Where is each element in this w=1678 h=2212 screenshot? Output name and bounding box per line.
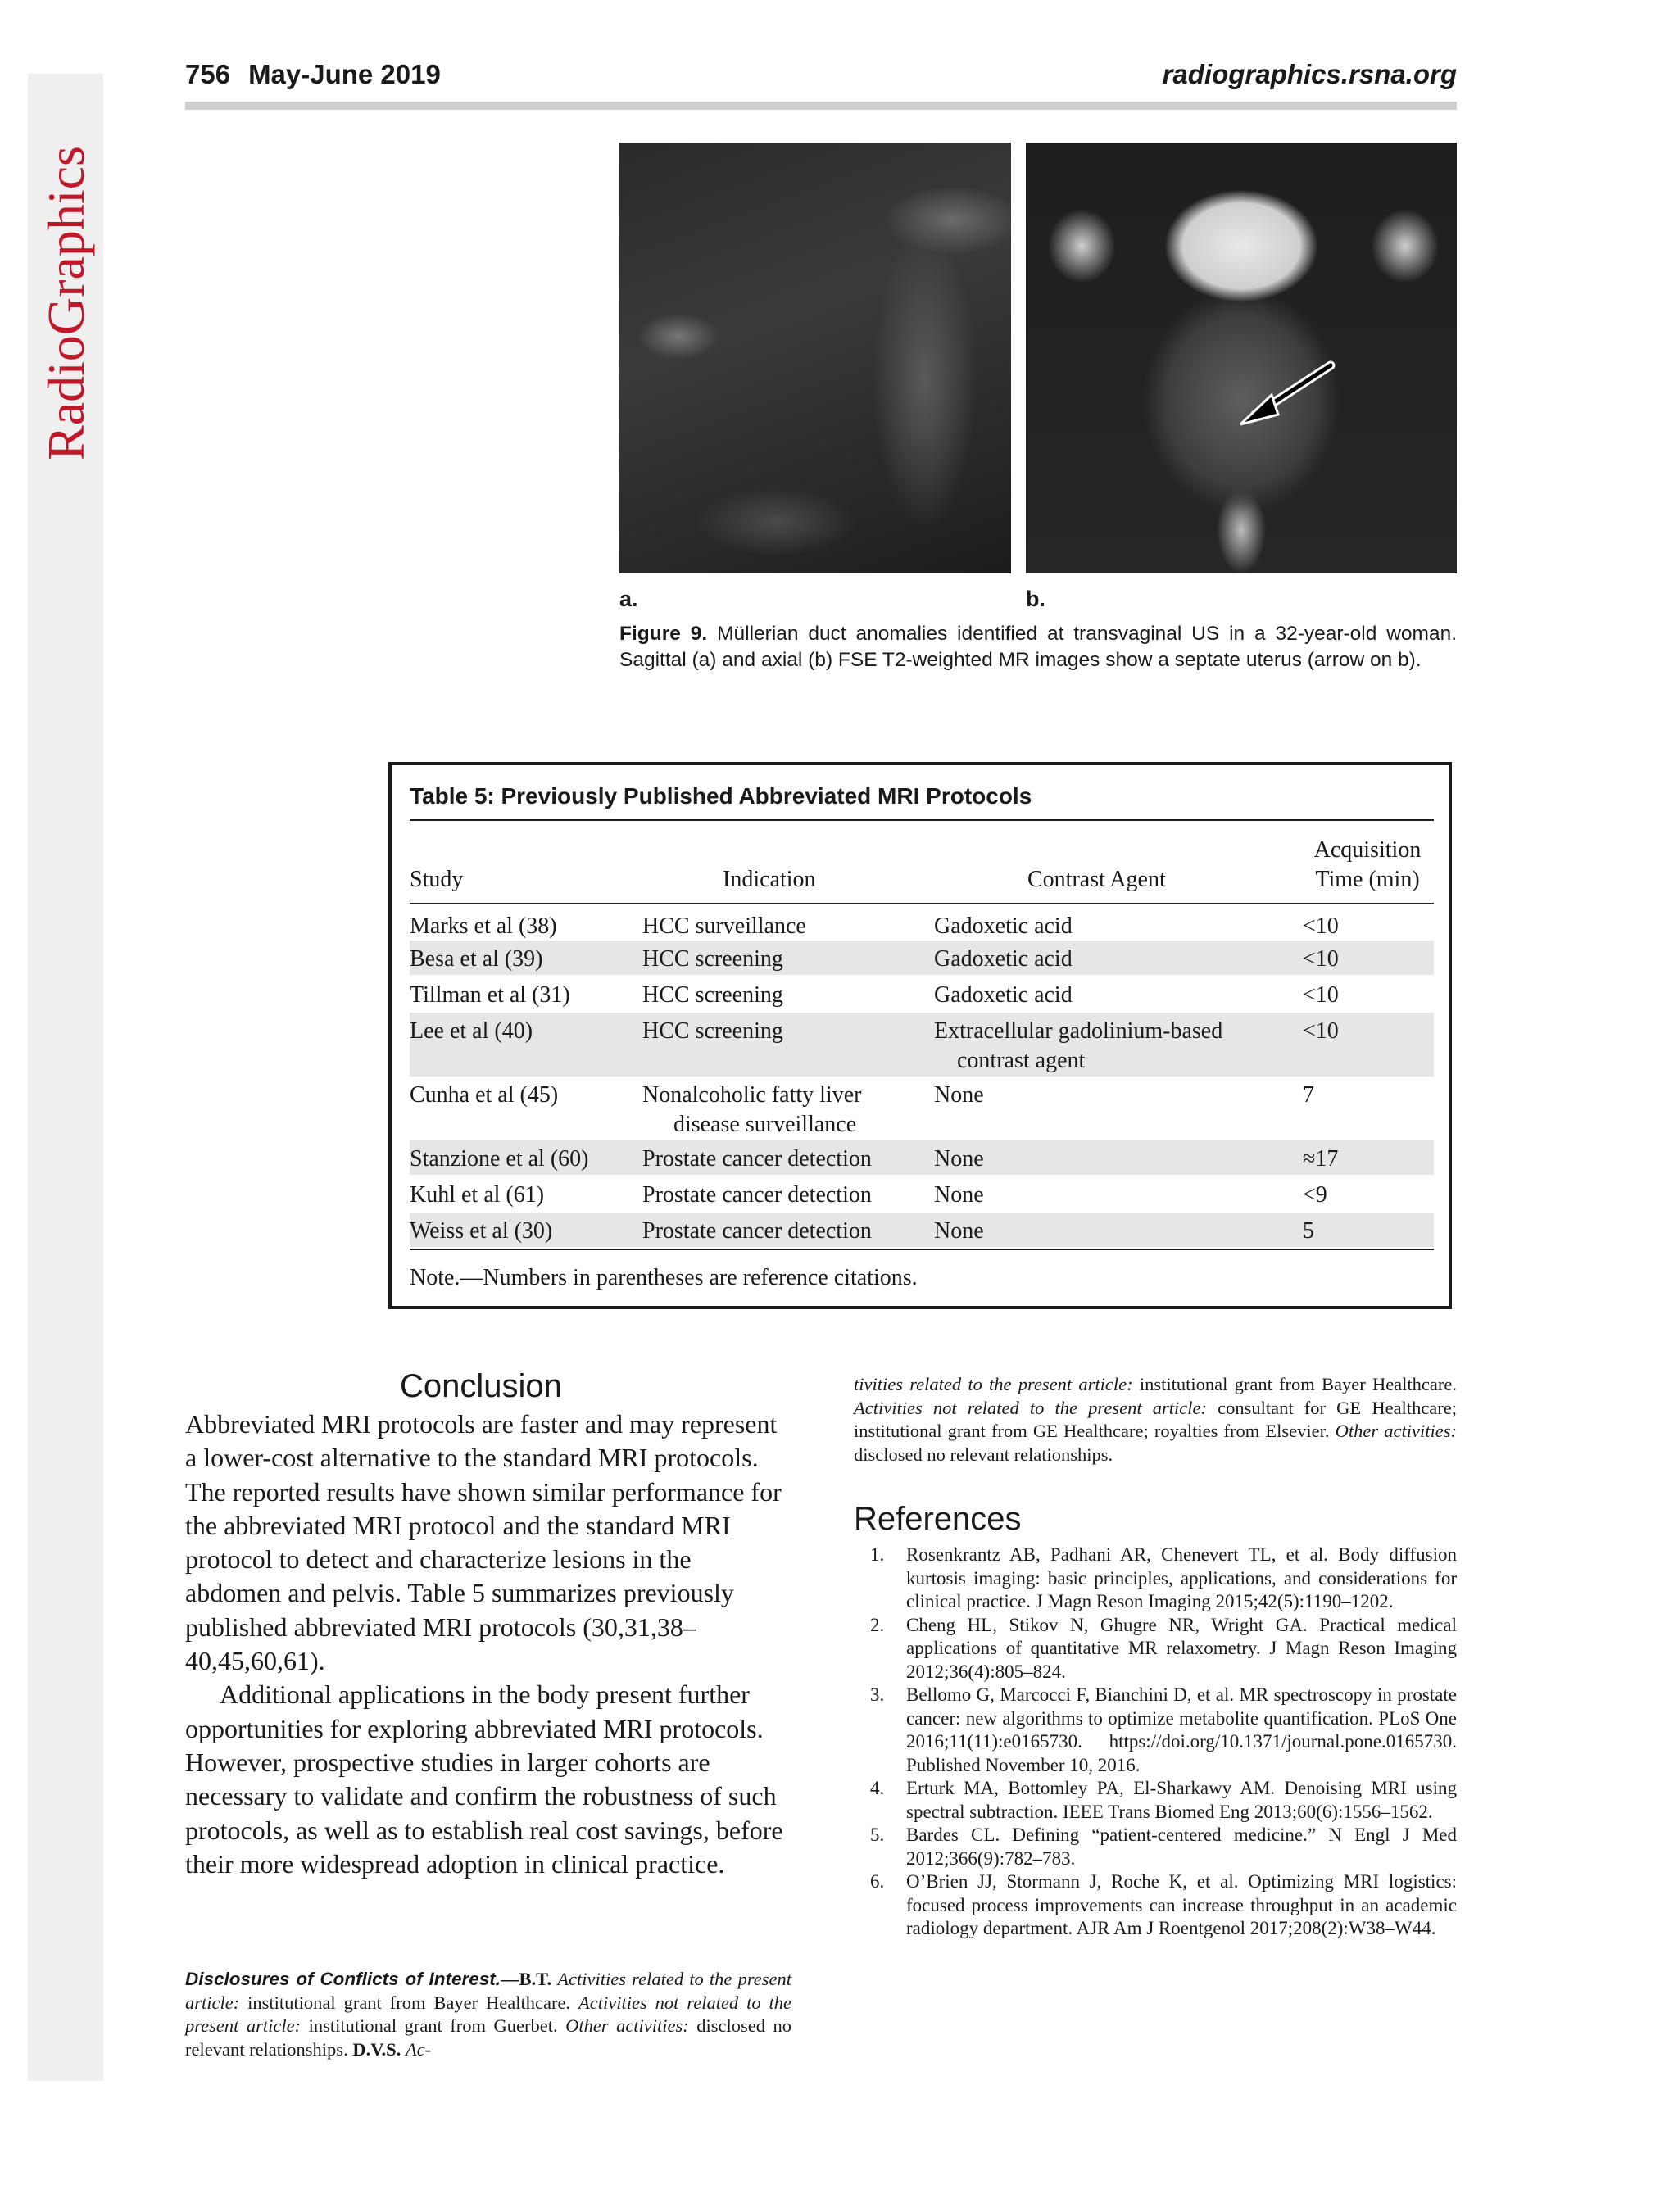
references-heading: References	[854, 1501, 1022, 1537]
cell-contrast: None	[934, 1218, 984, 1244]
page-number: 756	[185, 59, 231, 89]
cell-indication-cont: disease surveillance	[673, 1112, 857, 1137]
table-row	[410, 977, 1434, 1013]
cell-study: Kuhl et al (61)	[410, 1182, 545, 1208]
col-header-time-line1: Acquisition	[1313, 837, 1422, 863]
conclusion-paragraph-1: Abbreviated MRI protocols are faster and may represent a lower-cost alternative to the standard MRI protocols. The reported results have shown similar performance for the abbreviated MRI protocol and the standard MRI protocol to detect and characterize lesions in the abdomen and pelvis. Table 5 summarizes previously published abbreviated MRI protocols (30,31,38–40,45,60,61).	[185, 1409, 782, 1676]
disclosure-label: Activities not related to the present article:	[854, 1397, 1207, 1418]
cell-contrast: None	[934, 1082, 984, 1108]
cell-time: 5	[1303, 1218, 1314, 1244]
table-row	[410, 941, 1434, 975]
figure-caption-text: Müllerian duct anomalies identified at transvaginal US in a 32-year-old woman. Sagittal (a) and axial (b) FSE T2-weighted MR images show a septate uterus (arrow on b).	[619, 623, 1457, 671]
reference-item	[854, 1824, 1457, 1870]
reference-item	[854, 1777, 1457, 1824]
figure-caption-label: Figure 9.	[619, 623, 708, 645]
cell-study: Cunha et al (45)	[410, 1082, 559, 1108]
cell-time: <10	[1303, 913, 1339, 939]
reference-number: 5.	[870, 1824, 885, 1845]
cell-time: <10	[1303, 1018, 1339, 1044]
cell-indication: HCC surveillance	[642, 913, 806, 939]
panel-b-label: b.	[1026, 587, 1045, 611]
conclusion-heading: Conclusion	[400, 1368, 562, 1404]
reference-item	[854, 1543, 1457, 1614]
table-5	[388, 762, 1452, 1309]
septum-arrow-icon	[1026, 143, 1457, 573]
reference-text: Rosenkrantz AB, Padhani AR, Chenevert TL, et al. Body diffusion kurtosis imaging: basic principles, applications, and considerations for clinical practice. J Magn Reson Imaging 2015;42(5):1190–1202.	[906, 1544, 1457, 1611]
cell-contrast: Gadoxetic acid	[934, 913, 1073, 939]
table-row	[410, 1213, 1434, 1247]
figure-9b-axial-mri	[1026, 143, 1457, 573]
table-header-rule	[410, 903, 1434, 904]
cell-contrast: Extracellular gadolinium-based	[934, 1018, 1223, 1044]
cell-time: <10	[1303, 982, 1339, 1008]
table-row	[410, 1013, 1434, 1077]
header-rule	[185, 102, 1457, 110]
conclusion-body	[185, 1407, 791, 1881]
cell-study: Lee et al (40)	[410, 1018, 533, 1044]
reference-number: 6.	[870, 1871, 885, 1892]
table-bottom-rule	[410, 1249, 1434, 1250]
reference-text: Cheng HL, Stikov N, Ghugre NR, Wright GA. Practical medical applications of quantitative MR relaxometry. J Magn Reson Imaging 2012;36(4):805–824.	[906, 1614, 1457, 1682]
reference-text: O’Brien JJ, Stormann J, Roche K, et al. Optimizing MRI logistics: focused process improvements can increase throughput in an academic radiology department. AJR Am J Roentgenol 2017;208(2):W38–W44.	[906, 1871, 1457, 1938]
table-note: Note.—Numbers in parentheses are reference citations.	[410, 1265, 918, 1290]
references-list	[854, 1543, 1457, 1941]
reference-text: Bardes CL. Defining “patient-centered medicine.” N Engl J Med 2012;366(9):782–783.	[906, 1824, 1457, 1869]
disclosure-label: Ac-	[405, 2038, 432, 2060]
disclosure-text: consultant for GE Healthcare; institutional grant from GE Healthcare; royalties from Elsevier.	[854, 1397, 1458, 1441]
reference-number: 1.	[870, 1544, 885, 1565]
cell-indication: Prostate cancer detection	[642, 1182, 872, 1208]
running-header-left	[185, 59, 441, 90]
disclosure-label: Other activities:	[565, 2015, 689, 2036]
cell-study: Weiss et al (30)	[410, 1218, 553, 1244]
disclosure-text: institutional grant from Guerbet.	[308, 2015, 558, 2036]
disclosure-label: Other activities:	[1335, 1421, 1458, 1441]
cell-study: Besa et al (39)	[410, 946, 543, 972]
table-row	[410, 1176, 1434, 1213]
reference-number: 4.	[870, 1778, 885, 1798]
table-top-rule	[410, 819, 1434, 821]
cell-study: Marks et al (38)	[410, 913, 557, 939]
cell-time: 7	[1303, 1082, 1314, 1108]
reference-text: Bellomo G, Marcocci F, Bianchini D, et al. MR spectroscopy in prostate cancer: new algorithms to optimize metabolite quantification. PLoS One 2016;11(11):e0165730. https://doi.org/10.1371/journal.pone.0165730. Published November 10, 2016.	[906, 1684, 1457, 1775]
conclusion-paragraph-2: Additional applications in the body present further opportunities for exploring abbreviated MRI protocols. However, prospective studies in larger cohorts are necessary to validate and confirm the robustness of such protocols, as well as to establish real cost savings, before their more widespread adoption in clinical practice.	[185, 1679, 783, 1879]
cell-contrast: None	[934, 1146, 984, 1172]
reference-item	[854, 1870, 1457, 1941]
cell-indication: Prostate cancer detection	[642, 1218, 872, 1244]
disclosures-right	[854, 1373, 1457, 1466]
cell-contrast-cont: contrast agent	[957, 1048, 1086, 1073]
col-header-study: Study	[410, 867, 464, 892]
journal-website: radiographics.rsna.org	[1162, 59, 1457, 89]
cell-indication: HCC screening	[642, 946, 783, 972]
table-title: Table 5: Previously Published Abbreviated MRI Protocols	[410, 783, 1032, 809]
journal-logo	[31, 131, 102, 475]
disclosure-label: tivities related to the present article:	[854, 1374, 1133, 1394]
table-row	[410, 908, 1434, 941]
reference-text: Erturk MA, Bottomley PA, El-Sharkawy AM. Denoising MRI using spectral subtraction. IEEE Trans Biomed Eng 2013;60(6):1556–1562.	[906, 1778, 1457, 1822]
reference-number: 2.	[870, 1614, 885, 1635]
panel-a-label: a.	[619, 587, 638, 611]
disclosure-label: Activities not related to the present article:	[185, 1992, 791, 2036]
table-row	[410, 1140, 1434, 1175]
cell-indication: Nonalcoholic fatty liver	[642, 1082, 862, 1108]
figure-caption	[619, 621, 1457, 673]
disclosure-text: disclosed no relevant relationships.	[854, 1444, 1113, 1465]
cell-time: <9	[1303, 1182, 1327, 1208]
cell-study: Tillman et al (31)	[410, 982, 570, 1008]
col-header-contrast: Contrast Agent	[1027, 867, 1166, 892]
disclosure-bt-initials: —B.T.	[501, 1969, 552, 1989]
cell-indication: HCC screening	[642, 1018, 783, 1044]
cell-contrast: Gadoxetic acid	[934, 946, 1073, 972]
cell-indication: Prostate cancer detection	[642, 1146, 872, 1172]
disclosure-text: disclosed no relevant relationships.	[185, 2015, 791, 2060]
reference-item	[854, 1614, 1457, 1684]
cell-contrast: Gadoxetic acid	[934, 982, 1073, 1008]
disclosures-left	[185, 1968, 791, 2061]
issue-date: May-June 2019	[248, 59, 441, 89]
table-row	[410, 1077, 1434, 1140]
col-header-time	[1303, 836, 1432, 895]
disclosures-heading: Disclosures of Conflicts of Interest.	[185, 1969, 501, 1989]
cell-study: Stanzione et al (60)	[410, 1146, 589, 1172]
disclosure-label: Activities related to the present article:	[185, 1969, 791, 2013]
reference-number: 3.	[870, 1684, 885, 1705]
reference-item	[854, 1684, 1457, 1777]
figure-9a-sagittal-mri	[619, 143, 1011, 573]
disclosure-dvs-initials: D.V.S.	[352, 2038, 401, 2060]
cell-time: <10	[1303, 946, 1339, 972]
cell-contrast: None	[934, 1182, 984, 1208]
disclosure-text: institutional grant from Bayer Healthcare.	[1139, 1374, 1458, 1394]
col-header-indication: Indication	[723, 867, 816, 892]
cell-indication: HCC screening	[642, 982, 783, 1008]
journal-logo-text: RadioGraphics	[37, 146, 95, 460]
col-header-time-line2: Time (min)	[1315, 867, 1420, 892]
cell-time: ≈17	[1303, 1146, 1339, 1172]
disclosure-text: institutional grant from Bayer Healthcare.	[247, 1992, 571, 2013]
